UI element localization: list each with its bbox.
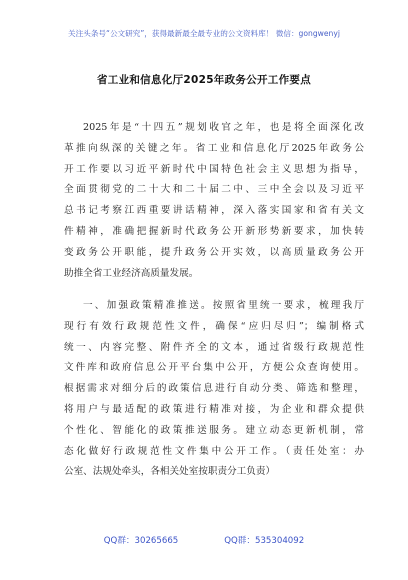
paragraph-line: 文件库和政府信息公开平台集中公开，方便公众查询使用。 [64,362,364,374]
paragraph-line: 现行有效行政规范性文件，确保“应归尽归”；编制格式 [64,320,364,332]
paragraph-line: 总书记考察江西重要讲话精神，深入落实国家和省有关文 [64,205,364,217]
paragraph-line: 开工作要以习近平新时代中国特色社会主义思想为指导， [64,163,364,175]
paragraph-line: 革推向纵深的关键之年。省工业和信息化厅2025年政务公 [64,142,364,154]
paragraph-line: 根据需求对细分后的政策信息进行自动分类、筛选和整理， [64,383,364,395]
paragraph-line: 态化做好行政规范性文件集中公开工作。（责任处室：办 [64,445,364,457]
paragraph-line: 全面贯彻党的二十大和二十届二中、三中全会以及习近平 [64,184,364,196]
paragraph-line: 公室、法规处牵头，各相关处室按职责分工负责） [64,466,276,478]
paragraph-line: 助推全省工业经济高质量发展。 [64,267,199,279]
paragraph-line: 统一、内容完整、附件齐全的文本，通过省级行政规范性 [64,341,364,353]
paragraph-policy-push [64,296,364,483]
header-banner: 关注头条号“公文研究”，获得最新最全最专业的公文资料库！ 微信：gongwenyj [68,29,340,38]
paragraph-intro [64,118,364,284]
paragraph-line: 一、加强政策精准推送。按照省里统一要求，梳理我厅 [83,300,364,311]
qq-group-left: QQ群：30265665 [103,536,179,546]
paragraph-line: 2025年是“十四五”规划收官之年，也是将全面深化改 [83,122,364,133]
paragraph-line: 件精神，准确把握新时代政务公开新形势新要求，加快转 [64,225,364,237]
paragraph-line: 个性化、智能化的政策推送服务。建立动态更新机制，常 [64,424,364,436]
paragraph-line: 将用户与最适配的政策进行精准对接，为企业和群众提供 [64,403,364,415]
footer-qq-groups [0,534,408,546]
qq-group-right: QQ群：535304092 [224,536,305,546]
document-title: 省工业和信息化厅2025年政务公开工作要点 [96,74,312,86]
paragraph-line: 变政务公开职能，提升政务公开实效，以高质量政务公开 [64,246,364,258]
